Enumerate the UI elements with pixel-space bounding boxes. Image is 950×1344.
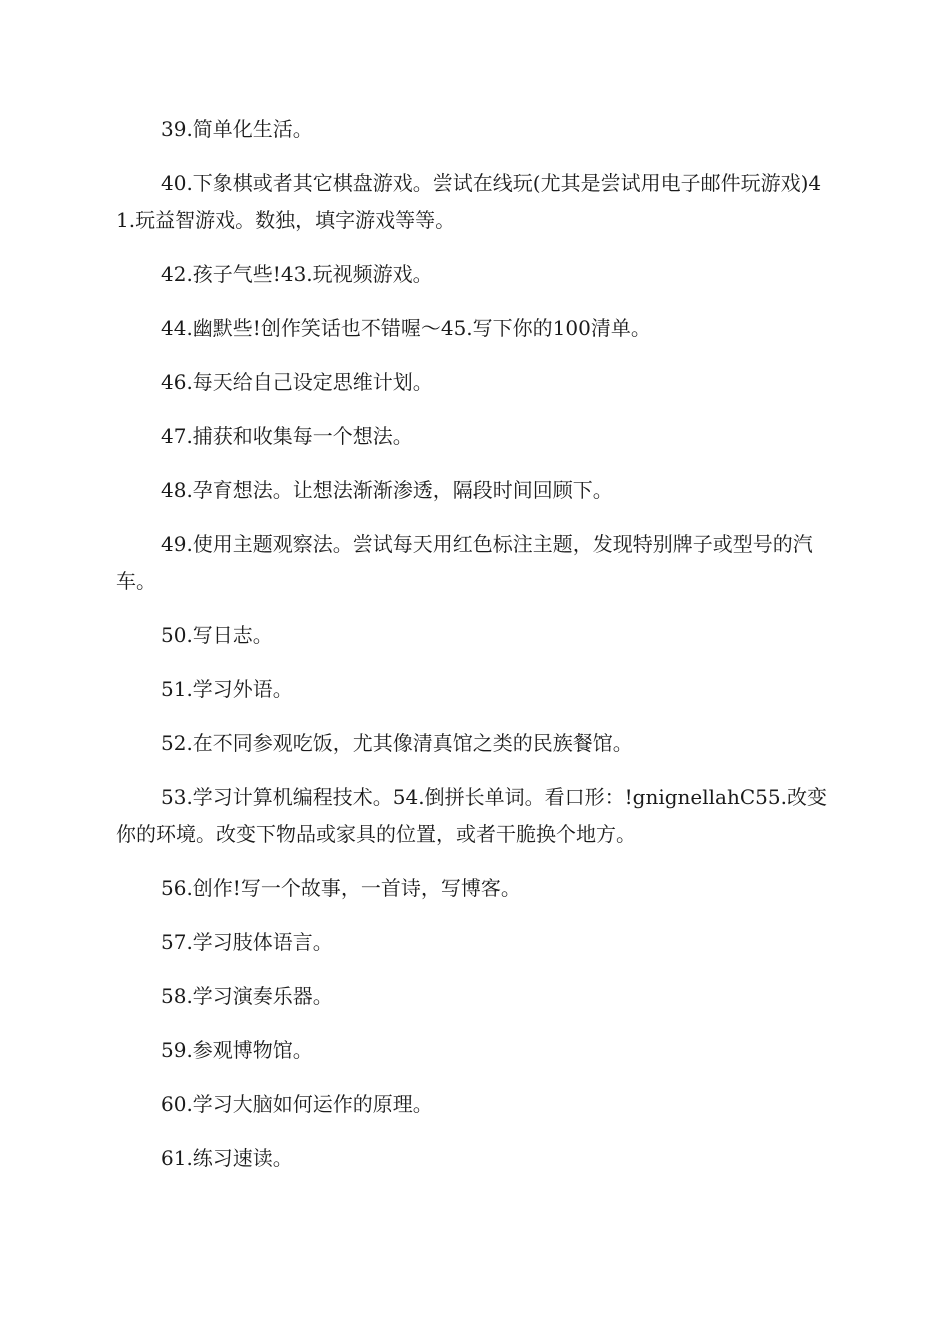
- list-item-51: 51.学习外语。: [161, 677, 293, 701]
- list-item-50: 50.写日志。: [161, 623, 273, 647]
- list-item-56: 56.创作!写一个故事，一首诗，写博客。: [161, 876, 521, 900]
- list-item-58: 58.学习演奏乐器。: [161, 984, 333, 1008]
- list-item-39: 39.简单化生活。: [161, 117, 313, 141]
- list-item-52: 52.在不同参观吃饭，尤其像清真馆之类的民族餐馆。: [161, 731, 633, 755]
- list-item-60: 60.学习大脑如何运作的原理。: [161, 1092, 433, 1116]
- list-item-59: 59.参观博物馆。: [161, 1038, 313, 1062]
- list-item-46: 46.每天给自己设定思维计划。: [161, 370, 433, 394]
- list-item-47: 47.捕获和收集每一个想法。: [161, 424, 413, 448]
- document-body: [116, 111, 836, 1194]
- list-item-57: 57.学习肢体语言。: [161, 930, 333, 954]
- list-item-40-41: 40.下象棋或者其它棋盘游戏。尝试在线玩(尤其是尝试用电子邮件玩游戏)41.玩益智游戏。数独，填字游戏等等。: [116, 171, 822, 232]
- list-item-44-45: 44.幽默些!创作笑话也不错喔～45.写下你的100清单。: [161, 316, 651, 340]
- list-item-42-43: 42.孩子气些!43.玩视频游戏。: [161, 262, 433, 286]
- list-item-48: 48.孕育想法。让想法渐渐渗透，隔段时间回顾下。: [161, 478, 613, 502]
- list-item-61: 61.练习速读。: [161, 1146, 293, 1170]
- list-item-53-55: 53.学习计算机编程技术。54.倒拼长单词。看口形：!gnignellahC55.改变你的环境。改变下物品或家具的位置，或者干脆换个地方。: [116, 785, 827, 846]
- list-item-49: 49.使用主题观察法。尝试每天用红色标注主题，发现特别牌子或型号的汽车。: [116, 532, 813, 593]
